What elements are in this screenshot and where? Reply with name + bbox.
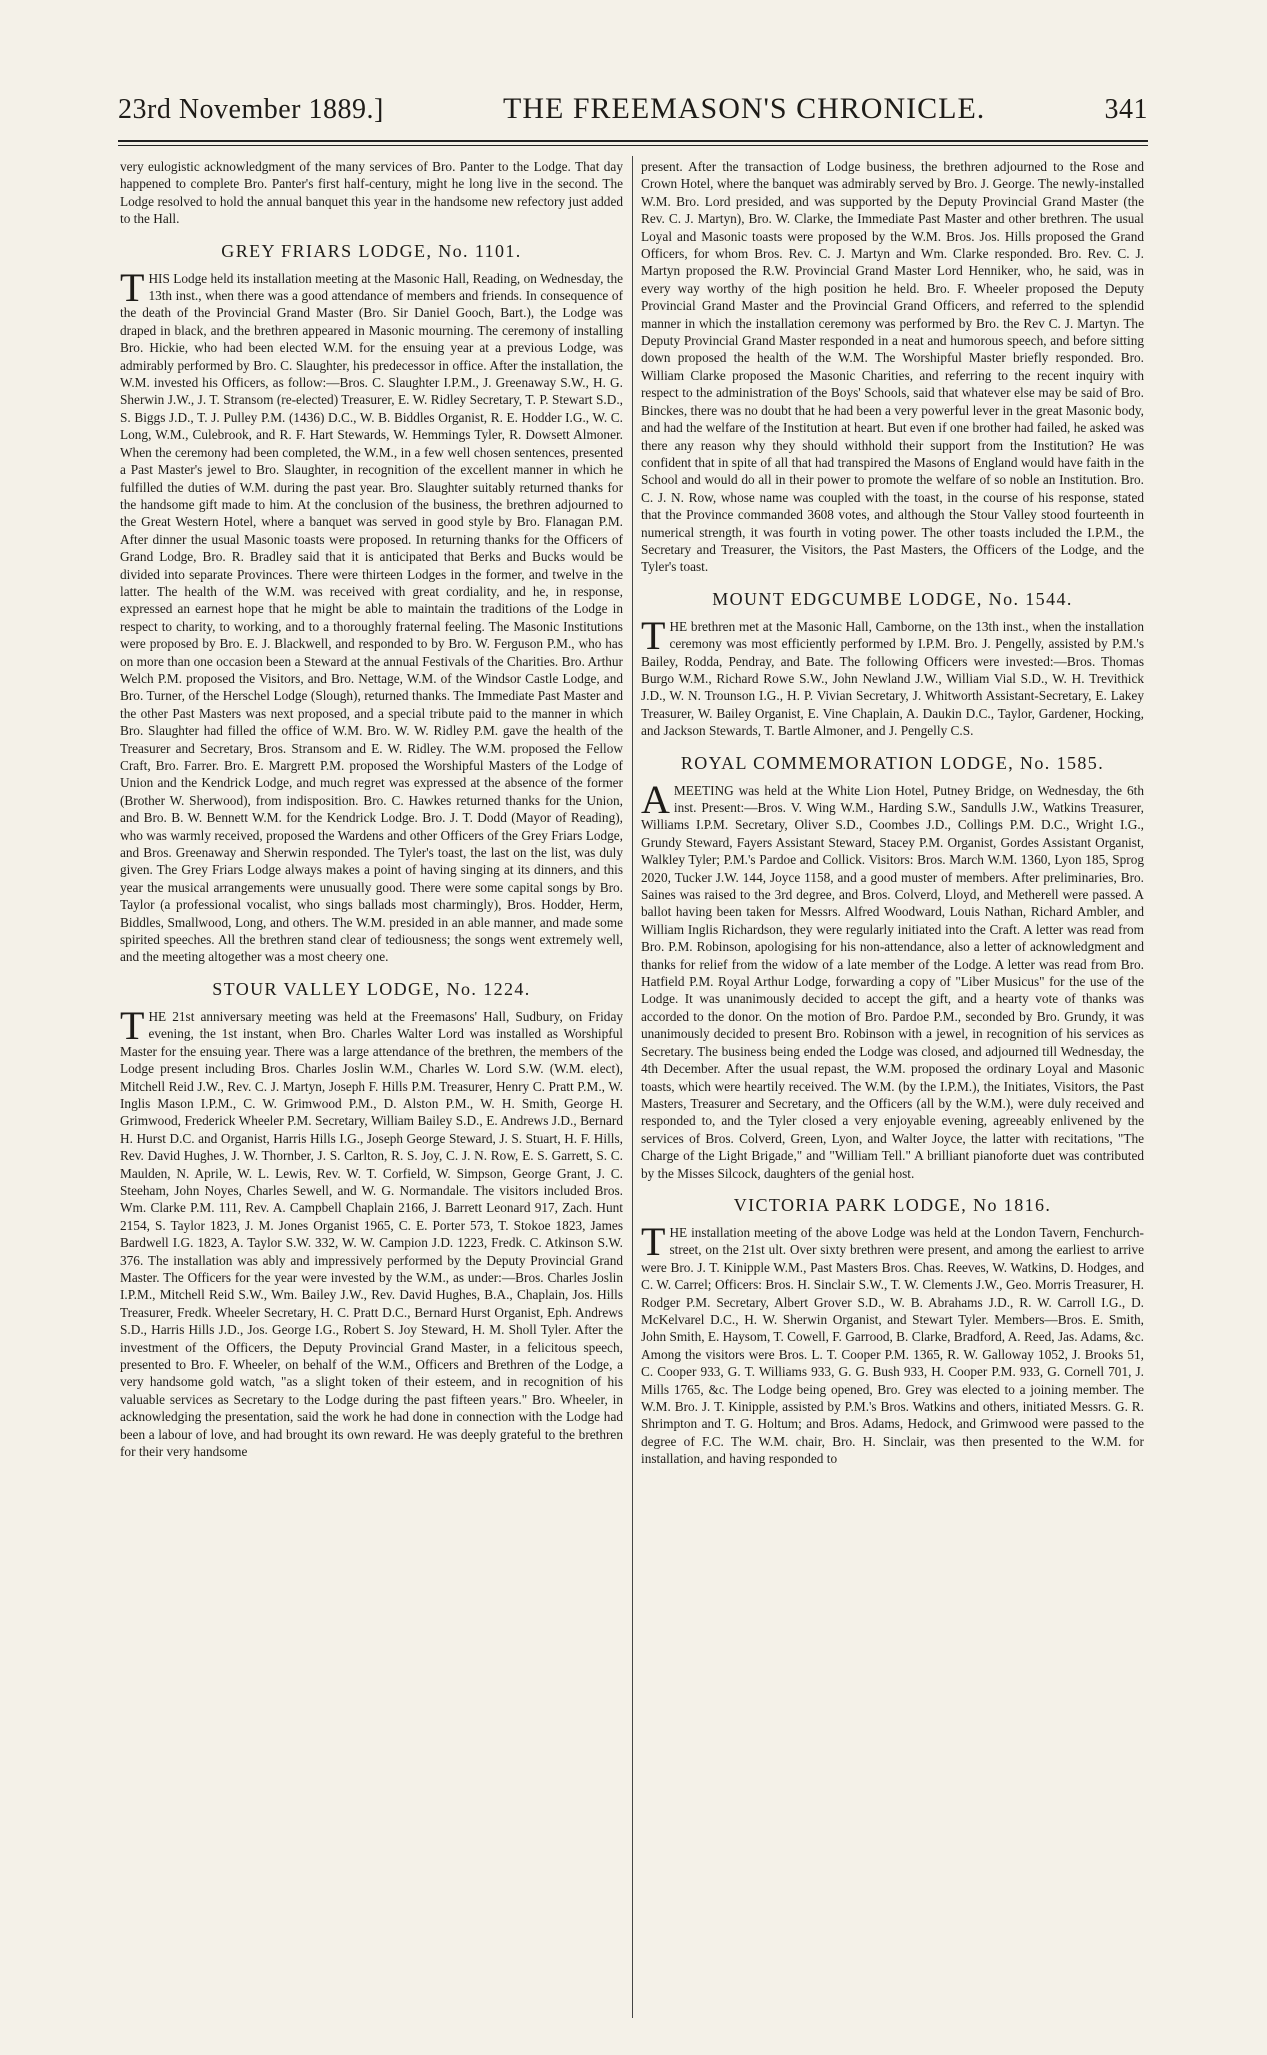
header-rule — [118, 140, 1148, 142]
header-rule-thin — [118, 145, 1148, 146]
page-number: 341 — [1104, 94, 1148, 125]
stour-valley-continued: present. After the transaction of Lodge business, the brethren adjourned to the Rose and Crown Hotel, where the banquet was admirably served by Bro. J. George. The newly-installed W.M. Bro. Lord presided, and was supported by the Deputy Provincial Grand Master (the Rev. C. J. Martyn), Bro. W. Clarke, the Immediate Past Master and other brethren. The usual Loyal and Masonic toasts were proposed by the W.M. Bros. Jos. Hills proposed the Grand Officers, for whom Bros. Rev. C. J. Martyn and Wm. Clarke responded. Bro. Rev. C. J. Martyn proposed the R.W. Provincial Grand Master Lord Henniker, who, he said, was in every way worthy of the high position he held. Bro. F. Wheeler proposed the Deputy Provincial Grand Master and the Provincial Grand Officers, and referred to the splendid manner in which the installation ceremony was performed by Bro. the Rev C. J. Martyn. The Deputy Provincial Grand Master responded in a neat and humorous speech, and before sitting down proposed the health of the W.M. The Worshipful Master briefly responded. Bro. William Clarke proposed the Masonic Charities, and referring to the recent inquiry with respect to the administration of the Boys' Schools, said that whatever else may be said of Bro. Binckes, there was no doubt that he had been a very powerful lever in the great Masonic body, and had the welfare of the Institution at heart. But even if one brother had failed, he asked was there any reason why they should withhold their support from the Institution? He was confident that in spite of all that had transpired the Masons of England would have faith in the School and would do all in their power to promote the welfare of so noble an Institution. Bro. C. J. N. Row, whose name was coupled with the toast, in the course of his response, stated that the Province commanded 3608 votes, and although the Stour Valley stood fourteenth in numerical strength, it was fourth in voting power. The other toasts included the I.P.M., the Secretary and Treasurer, the Visitors, the Past Masters, the Officers of the Lodge, and the Tyler's toast. — [641, 159, 1144, 575]
grey-friars-article: THIS Lodge held its installation meeting at the Masonic Hall, Reading, on Wednesday, the 13th inst., when there was a good attendance of members and friends. In consequence of the death of the Provincial Grand Master (Bro. Sir Daniel Gooch, Bart.), the Lodge was draped in black, and the brethren appeared in Masonic mourning. The ceremony of installing Bro. Hickie, who had been elected W.M. for the ensuing year at a previous Lodge, was admirably performed by Bro. C. Slaughter, his predecessor in office. After the installation, the W.M. invested his Officers, as follow:—Bros. C. Slaughter I.P.M., J. Greenaway S.W., H. G. Sherwin J.W., J. T. Stransom (re-elected) Treasurer, E. W. Ridley Secretary, T. P. Stewart S.D., S. Biggs J.D., T. J. Pulley P.M. (1436) D.C., W. B. Biddles Organist, R. E. Hodder I.G., W. C. Long, W.M., Culebrook, and R. F. Hart Stewards, W. Hemmings Tyler, R. Dowsett Almoner. When the ceremony had been completed, the W.M., in a few well chosen sentences, presented a Past Master's jewel to Bro. Slaughter, in recognition of the excellent manner in which he fulfilled the duties of W.M. during the past year. Bro. Slaughter suitably returned thanks for the handsome gift made to him. At the conclusion of the business, the brethren adjourned to the Great Western Hotel, where a banquet was served in good style by Bro. Flanagan P.M. After dinner the usual Masonic toasts were proposed. In returning thanks for the Officers of Grand Lodge, Bro. R. Bradley said that it is anticipated that Berks and Bucks would be divided into separate Provinces. There were thirteen Lodges in the former, and twelve in the latter. The health of the W.M. was received with great cordiality, and he, in response, expressed an earnest hope that he might be able to maintain the traditions of the Lodge in respect to charity, to working, and to a thoroughly fraternal feeling. The Masonic Institutions were proposed by Bro. E. J. Blackwell, and responded to by Bro. W. Ferguson P.M., who has on more than one occasion been a Steward at the annual Festivals of the Charities. Bro. Arthur Welch P.M. proposed the Visitors, and Bro. Nettage, W.M. of the Windsor Castle Lodge, and Bro. Turner, of the Herschel Lodge (Slough), returned thanks. The Immediate Past Master and the other Past Masters was next proposed, and a special tribute paid to the manner in which Bro. Slaughter had filled the office of W.M. Bro. W. W. Ridley P.M. gave the health of the Treasurer and Secretary, Bros. Stransom and E. W. Ridley. The W.M. proposed the Fellow Craft, Bro. Farrer. Bro. E. Margrett P.M. proposed the Worshipful Masters of the Lodge of Union and the Kendrick Lodge, and much regret was expressed at the absence of the former (Brother W. Sherwood), from indisposition. Bro. C. Hawkes returned thanks for the Union, and Bro. B. W. Bennett W.M. for the Kendrick Lodge. Bro. J. T. Dodd (Mayor of Reading), who was warmly received, proposed the Wardens and other Officers of the Grey Friars Lodge, and Bros. Greenaway and Sherwin responded. The Tyler's toast, the last on the list, was duly given. The Grey Friars Lodge always makes a point of having singing at its dinners, and this year the musical arrangements were unusually good. There were some capital songs by Bro. Taylor (a professional vocalist, who sings ballads most charmingly), Bros. Hodder, Herm, Biddles, Smallwood, Long, and others. The W.M. presided in an able manner, and made some spirited speeches. All the brethren stand clear of tediousness; the songs went extremely well, and the meeting altogether was a most cheery one. — [120, 264, 623, 965]
stour-valley-article: THE 21st anniversary meeting was held at the Freemasons' Hall, Sudbury, on Friday evening, the 1st instant, when Bro. Charles Walter Lord was installed as Worshipful Master for the ensuing year. There was a large attendance of the brethren, the members of the Lodge present including Bros. Charles Joslin W.M., Charles W. Lord S.W. (W.M. elect), Mitchell Reid J.W., Rev. C. J. Martyn, Joseph F. Hills P.M. Treasurer, Henry C. Pratt P.M., W. Inglis Mason I.P.M., C. W. Grimwood P.M., D. Alston P.M., W. H. Smith, George H. Grimwood, Frederick Wheeler P.M. Secretary, William Bailey S.D., E. Andrews J.D., Bernard H. Hurst D.C. and Organist, Harris Hills I.G., Joseph George Steward, J. S. Stuart, H. F. Hills, Rev. David Hughes, J. W. Thornber, J. S. Carlton, R. S. Joy, C. J. N. Row, E. S. Garrett, S. C. Maulden, N. Aprile, W. L. Lewis, Rev. W. T. Corfield, W. Simpson, George Grant, J. C. Steeham, John Noyes, Charles Sewell, and W. G. Normandale. The visitors included Bros. Wm. Clarke P.M. 111, Rev. A. Campbell Chaplain 2166, J. Barrett Leonard 917, Zach. Hunt 2154, S. Taylor 1823, J. M. Jones Organist 1965, C. E. Porter 573, T. Stokoe 1823, James Bardwell I.G. 1823, A. Taylor S.W. 332, W. W. Campion J.D. 1223, Fredk. C. Atkinson S.W. 376. The installation was ably and impressively performed by the Deputy Provincial Grand Master. The Officers for the year were invested by the W.M., as under:—Bros. Charles Joslin I.P.M., Mitchell Reid S.W., Wm. Bailey J.W., Rev. David Hughes, B.A., Chaplain, Jos. Hills Treasurer, Fredk. Wheeler Secretary, H. C. Pratt D.C., Bernard Hurst Organist, Eph. Andrews S.D., Harris Hills J.D., Jos. George I.G., Robert S. Joy Steward, H. M. Sholl Tyler. After the investment of the Officers, the Deputy Provincial Grand Master, in a felicitous speech, presented to Bro. F. Wheeler, on behalf of the W.M., Officers and Brethren of the Lodge, a very handsome gold watch, "as a slight token of their esteem, and in recognition of his valuable services as Secretary to the Lodge during the past fifteen years." Bro. Wheeler, in acknowledging the presentation, said the work he had done in connection with the Lodge had been a labour of love, and had brought its own reward. He was deeply grateful to the brethren for their very handsome — [120, 1002, 623, 1460]
mount-edgcumbe-heading: MOUNT EDGCUMBE LODGE, No. 1544. — [712, 588, 1073, 609]
royal-commemoration-article: AMEETING was held at the White Lion Hotel, Putney Bridge, on Wednesday, the 6th inst. Present:—Bros. V. Wing W.M., Harding S.W., Sandulls J.W., Watkins Treasurer, Williams I.P.M. Secretary, Oliver S.D., Coombes J.D., Collings P.M. D.C., Wright I.G., Grundy Steward, Fayers Assistant Steward, Stacey P.M. Organist, Gordes Assistant Organist, Walkley Tyler; P.M.'s Pardoe and Collick. Visitors: Bros. March W.M. 1360, Lyon 185, Sprog 2020, Tucker J.W. 144, Joyce 1158, and a good muster of members. After preliminaries, Bro. Saines was raised to the 3rd degree, and Bros. Colverd, Lloyd, and Metherell were passed. A ballot having been taken for Messrs. Alfred Woodward, Louis Nathan, Richard Ambler, and William Inglis Richardson, they were regularly initiated into the Craft. A letter was read from Bro. P.M. Robinson, apologising for his non-attendance, also a letter of acknowledgment and thanks for relief from the widow of a late member of the Lodge. A letter was read from Bro. Hatfield P.M. Royal Arthur Lodge, forwarding a copy of "Liber Musicus" for the use of the Lodge. It was unanimously decided to accept the gift, and a hearty vote of thanks was accorded to the donor. On the motion of Bro. Pardoe P.M., seconded by Bro. Grundy, it was unanimously decided to present Bro. Robinson with a jewel, in recognition of his services as Secretary. The business being ended the Lodge was closed, and adjourned till Wednesday, the 4th December. After the usual repast, the W.M. proposed the ordinary Loyal and Masonic toasts, which were heartily received. The W.M. (by the I.P.M.), the Initiates, Visitors, the Past Masters, Treasurer and Secretary, and the Officers (all by the W.M.), were duly received and responded to, and the Tyler closed a very enjoyable evening, agreeably enlivened by the services of Bros. Colverd, Green, Lyon, and Walter Joyce, the latter with recitations, "The Charge of the Light Brigade," and "William Tell." A brilliant pianoforte duet was contributed by the Misses Silcock, daughters of the genial host. — [641, 776, 1144, 1181]
issue-date: 23rd November 1889.] — [118, 94, 384, 125]
grey-friars-heading: GREY FRIARS LODGE, No. 1101. — [221, 240, 522, 261]
column-divider — [632, 156, 633, 2018]
victoria-park-article: THE installation meeting of the above Lodge was held at the London Tavern, Fenchurch-street, on the 21st ult. Over sixty brethren were present, and among the earliest to arrive were Bro. J. T. Kinipple W.M., Past Masters Bros. Chas. Reeves, W. Watkins, D. Hodges, and C. W. Carrel; Officers: Bros. H. Sinclair S.W., T. W. Clements J.W., Geo. Morris Treasurer, H. Rodger P.M. Secretary, Albert Grover S.D., W. B. Abrahams J.D., R. W. Carroll I.G., D. McKelvarel D.C., H. W. Sherwin Organist, and Stewart Tyler. Members—Bros. E. Smith, John Smith, E. Haysom, T. Cowell, F. Garrood, B. Clarke, Bradford, A. Reed, Jas. Adams, &c. Among the visitors were Bros. L. T. Cooper P.M. 1365, R. W. Galloway 1052, J. Brooks 51, C. Cooper 933, G. T. Williams 933, G. G. Bush 933, H. Cooper P.M. 933, G. Cornell 701, J. Mills 1765, &c. The Lodge being opened, Bro. Grey was elected to a joining member. The W.M. Bro. J. T. Kinipple, assisted by P.M.'s Bros. Watkins and others, initiated Messrs. G. R. Shrimpton and T. G. Holtum; and Bros. Adams, Hedock, and Grimwood were passed to the degree of F.C. The W.M. chair, Bro. H. Sinclair, was then presented to the W.M. for installation, and having responded to — [641, 1218, 1144, 1467]
right-column — [641, 158, 1144, 2018]
stour-valley-heading: STOUR VALLEY LODGE, No. 1224. — [212, 978, 531, 999]
royal-commemoration-heading: ROYAL COMMEMORATION LODGE, No. 1585. — [680, 752, 1105, 773]
masthead — [118, 92, 1148, 132]
intro-paragraph: very eulogistic acknowledgment of the many services of Bro. Panter to the Lodge. That day happened to complete Bro. Panter's first half-century, might he long live in the second. The Lodge resolved to hold the annual banquet this year in the handsome new refectory just added to the Hall. — [120, 159, 623, 227]
left-column — [120, 158, 623, 2018]
victoria-park-heading: VICTORIA PARK LODGE, No 1816. — [733, 1194, 1052, 1215]
mount-edgcumbe-article: THE brethren met at the Masonic Hall, Camborne, on the 13th inst., when the installation ceremony was most efficiently performed by I.P.M. Bro. J. Pengelly, assisted by P.M.'s Bailey, Rodda, Pendray, and Bate. The following Officers were invested:—Bros. Thomas Burgo W.M., Richard Rowe S.W., John Newland J.W., William Vial S.D., W. H. Trevithick J.D., W. N. Trounson I.G., H. P. Vivian Secretary, J. Whitworth Assistant-Secretary, E. Lakey Treasurer, W. Bailey Organist, E. Vine Chaplain, A. Daukin D.C., Taylor, Gardener, Hocking, and Jackson Stewards, T. Bartle Almoner, and J. Pengelly C.S. — [641, 612, 1144, 739]
publication-title: THE FREEMASON'S CHRONICLE. — [503, 92, 986, 125]
